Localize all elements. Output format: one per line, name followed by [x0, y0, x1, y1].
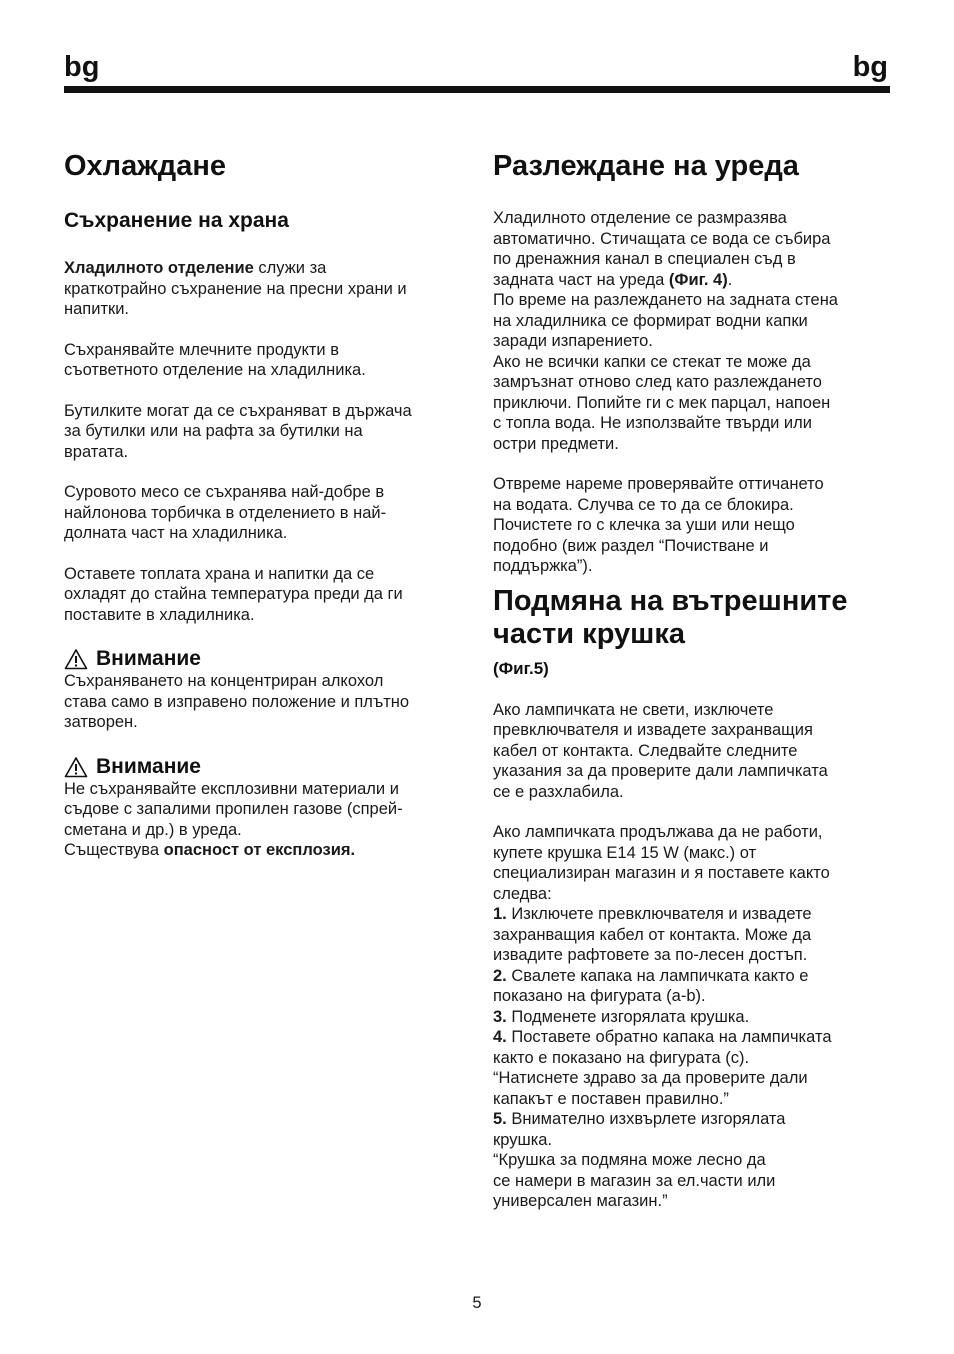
step-text: Внимателно изхвърлете изгорялата крушка. “Крушка за подмяна може лесно да се намери в магазин за ел.части или универсален магазин.”	[493, 1110, 786, 1210]
header-rule	[64, 86, 890, 93]
language-code-right: bg	[852, 51, 888, 83]
bold-explosion-risk: опасност от експлозия.	[163, 841, 356, 859]
right-column	[493, 150, 893, 1212]
step-text: Поставете обратно капака на лампичката както е показано на фигурата (c). “Натиснете здраво за да проверите дали капакът е поставен правилно.”	[493, 1028, 832, 1108]
warning-title: Внимание	[96, 647, 201, 670]
explosion-risk-line	[64, 840, 464, 861]
paragraph-warm-food: Оставете топлата храна и напитки да се охладят до стайна температура преди да ги поставите в хладилника.	[64, 564, 403, 624]
step-item	[493, 966, 893, 1007]
step-text: Подменете изгорялата крушка.	[506, 1007, 750, 1026]
paragraph-text: служи за краткотрайно съхранение на пресни храни и напитки.	[64, 259, 407, 318]
paragraph-drain-check: Отвреме нареме проверявайте оттичането на водата. Случва се то да се блокира. Почистете го с клечка за уши или нещо подобно (виж раздел “Почистване и поддържка”).	[493, 475, 824, 575]
section-title-defrosting: Разлеждане на уреда	[493, 150, 799, 182]
page-number: 5	[472, 1294, 482, 1312]
paragraph-text: Съществува	[64, 841, 164, 859]
step-number: 1.	[493, 905, 507, 923]
step-number: 4.	[493, 1028, 507, 1046]
warning-triangle-icon	[64, 648, 88, 670]
step-text: Свалете капака на лампичката както е показано на фигурата (a-b).	[493, 966, 809, 1005]
paragraph-buy-bulb: Ако лампичката продължава да не работи, купете крушка E14 15 W (макс.) от специализиран магазин и я поставете както следва:	[493, 823, 830, 903]
step-text: Изключете превключвателя и извадете захранващия кабел от контакта. Може да извадите рафтовете за по-лесен достъп.	[493, 905, 812, 964]
warning-title: Внимание	[96, 754, 201, 778]
paragraph-text: . По време на разлеждането на задната стена на хладилника се формират водни капки заради изпарението. Ако не всички капки се стекат те може да замръзнат отново след като разлеждането приключи. Попийте ги с мек парцал, напоен с топла вода. Не използвайте твърди или остри предмети.	[493, 270, 838, 453]
step-item	[493, 1027, 893, 1109]
warning-text-2: Не съхранявайте експлозивни материали и съдове с запалими пропилен газове (спрей- сметана и др.) в уреда.	[64, 779, 403, 839]
paragraph-fridge-compartment	[64, 258, 464, 320]
subsection-title-food-storage: Съхранение на храна	[64, 209, 289, 232]
step-item	[493, 1109, 893, 1212]
figure-reference: (Фиг.5)	[493, 658, 549, 678]
paragraph-defrost-auto	[493, 208, 893, 454]
paragraph-dairy: Съхранявайте млечните продукти в съответното отделение на хладилника.	[64, 340, 366, 379]
paragraph-text: Хладилното отделение се размразява автоматично. Стичащата се вода се събира по дренажния канал в специален съд в задната част на уреда	[493, 209, 831, 289]
paragraph-raw-meat: Суровото месо се съхранява най-добре в найлонова торбичка в отделението в най- долната част на хладилника.	[64, 483, 387, 542]
paragraph-bottles: Бутилките могат да се съхраняват в държача за бутилки или на рафта за бутилки на вратата.	[64, 401, 412, 461]
warning-text-1: Съхраняването на концентриран алкохол става само в изправено положение и плътно затворен.	[64, 672, 410, 731]
bold-fridge-compartment: Хладилното отделение	[64, 259, 254, 277]
bold-fig-4: (Фиг. 4)	[668, 270, 728, 289]
left-column	[64, 150, 464, 861]
paragraph-lamp-check: Ако лампичката не свети, изключете превключвателя и извадете захранващия кабел от контакта. Следвайте следните указания за да проверите дали лампичката се е разхлабила.	[493, 700, 828, 801]
step-item	[493, 1007, 893, 1028]
warning-heading-2	[64, 755, 464, 779]
warning-heading-1	[64, 647, 464, 671]
language-code-left: bg	[64, 51, 100, 83]
section-title-cooling: Охлаждане	[64, 150, 226, 182]
warning-triangle-icon	[64, 756, 88, 778]
step-item	[493, 904, 893, 966]
section-title-bulb-replacement: Подмяна на вътрешните части крушка	[493, 584, 848, 650]
step-number: 2.	[493, 966, 507, 985]
step-number: 5.	[493, 1110, 507, 1128]
step-number: 3.	[493, 1007, 507, 1026]
